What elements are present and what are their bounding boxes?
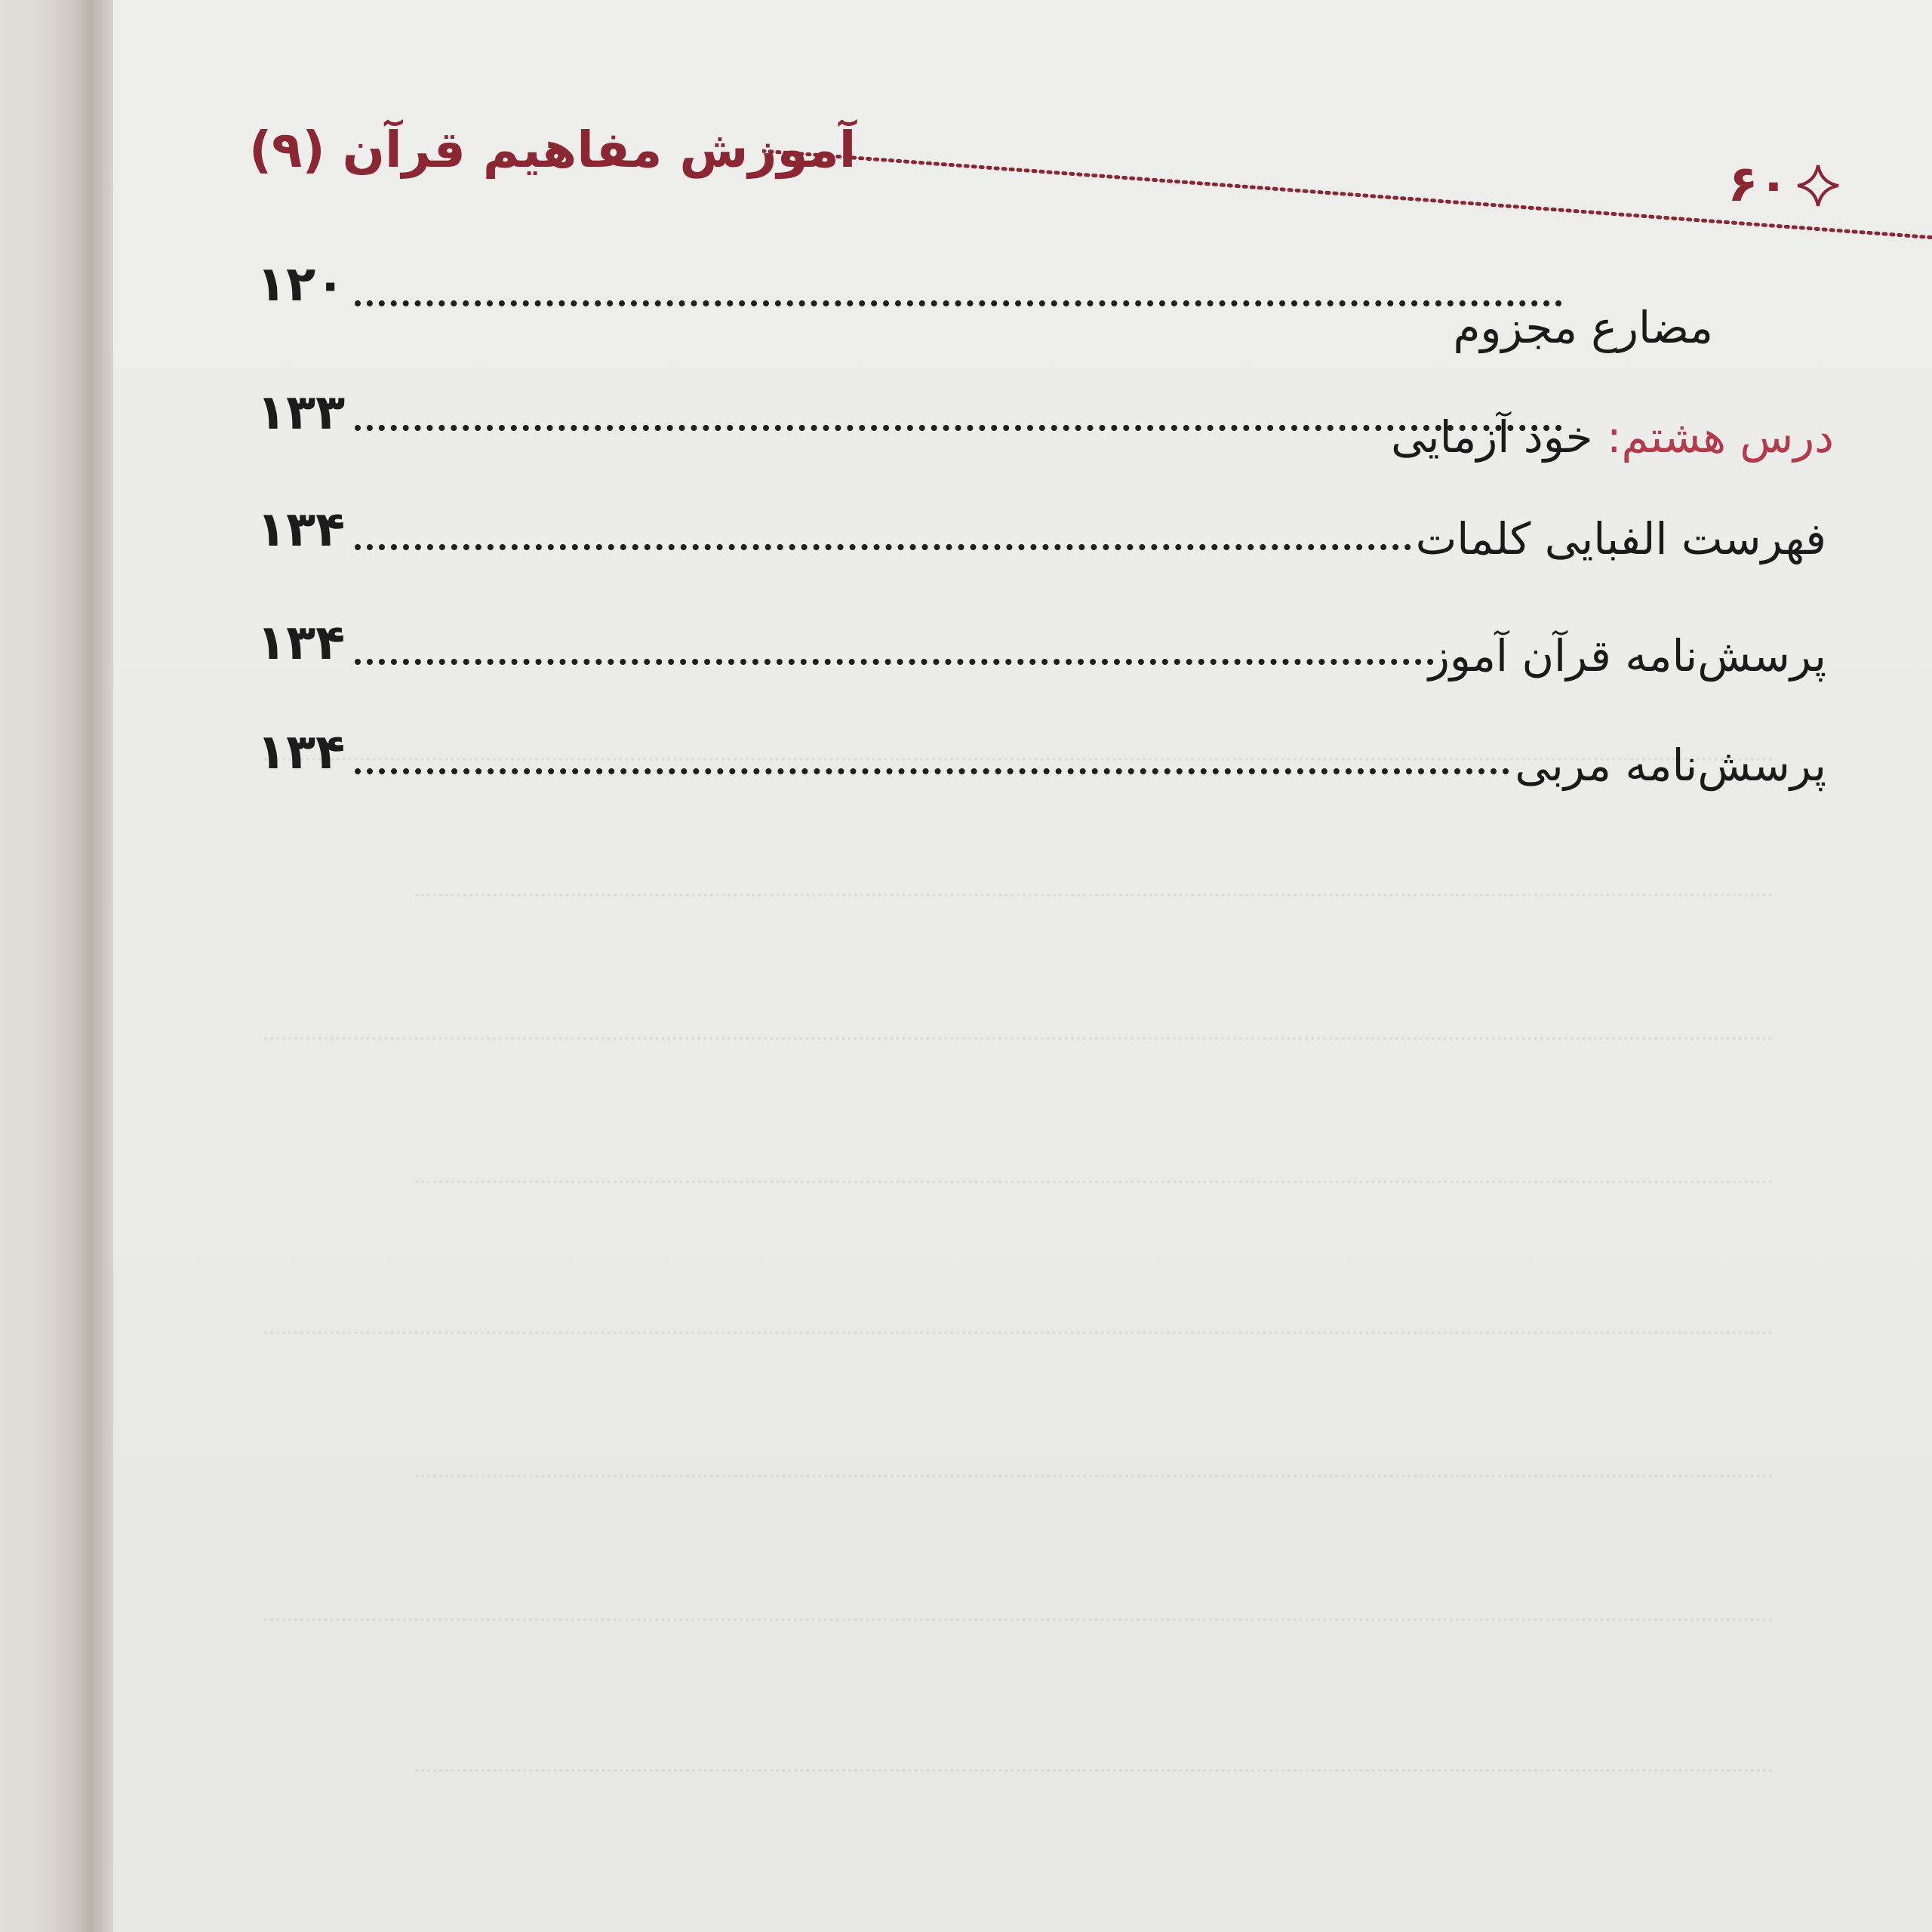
toc-label-text: پرسش‌نامه قرآن آموز bbox=[1428, 630, 1826, 681]
toc-label bbox=[1515, 740, 1826, 791]
toc-page-number: ۱۳۴ bbox=[257, 724, 346, 780]
toc-label bbox=[1429, 630, 1826, 681]
toc-page-number: ۱۳۴ bbox=[257, 615, 346, 671]
page-number: ۶۰ bbox=[1727, 155, 1789, 213]
toc-dot-leader bbox=[355, 538, 1411, 550]
toc-label-text: پرسش‌نامه مربی bbox=[1515, 740, 1826, 791]
toc-page-number: ۱۳۴ bbox=[257, 502, 346, 558]
toc-page-number: ۱۳۳ bbox=[257, 385, 346, 441]
toc-label bbox=[1453, 302, 1713, 353]
lesson-prefix: درس هشتم: bbox=[1606, 411, 1834, 463]
book-gutter bbox=[0, 0, 113, 1932]
toc-dot-leader bbox=[355, 653, 1434, 665]
toc-dot-leader bbox=[355, 294, 1562, 306]
table-of-contents bbox=[257, 257, 1834, 860]
book-title: آموزش مفاهیم قرآن (۹) bbox=[249, 121, 857, 179]
toc-row bbox=[257, 724, 1826, 823]
toc-row bbox=[257, 615, 1826, 713]
diamond-ornament-icon bbox=[1795, 162, 1841, 209]
toc-label-text: فهرست الفبایی کلمات bbox=[1415, 513, 1826, 565]
toc-row bbox=[257, 257, 1826, 355]
toc-dot-leader bbox=[355, 419, 1562, 431]
toc-dot-leader bbox=[355, 762, 1509, 774]
toc-row bbox=[257, 502, 1826, 600]
toc-page-number: ۱۲۰ bbox=[257, 257, 346, 312]
toc-label-text: خود آزمایی bbox=[1391, 411, 1593, 463]
toc-label bbox=[1391, 411, 1834, 463]
running-header bbox=[249, 113, 1841, 226]
toc-label-text: مضارع مجزوم bbox=[1453, 302, 1713, 353]
toc-row bbox=[257, 385, 1834, 483]
toc-label bbox=[1416, 513, 1826, 565]
